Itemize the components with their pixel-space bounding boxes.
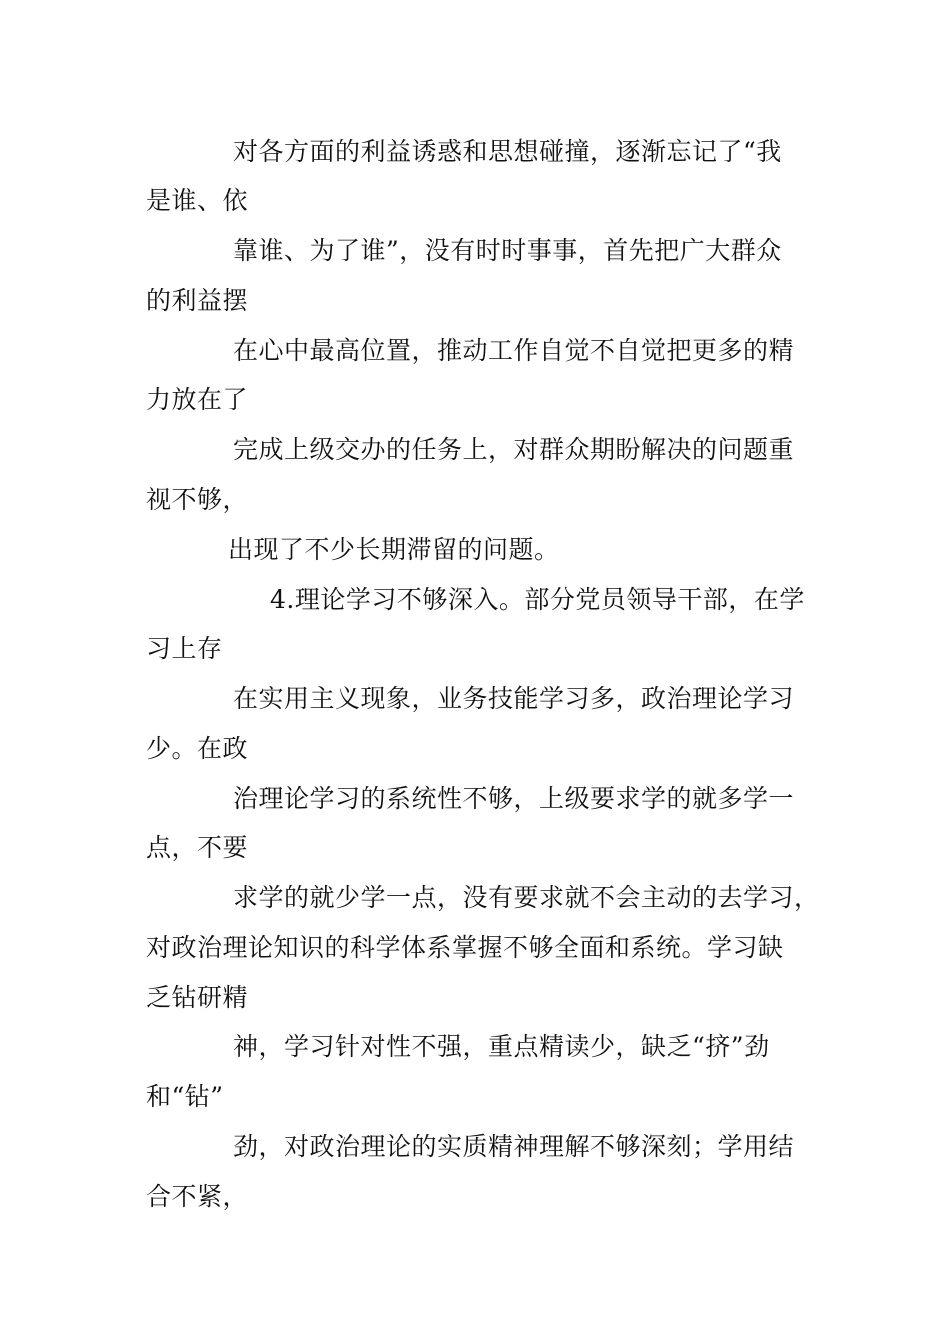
text-line: 点，不要: [146, 833, 249, 862]
text-line: 对政治理论知识的科学体系掌握不够全面和系统。学习缺: [146, 933, 784, 962]
text-line: 劲，对政治理论的实质精神理解不够深刻；学用结: [233, 1132, 795, 1161]
text-line: 完成上级交办的任务上，对群众期盼解决的问题重: [233, 435, 795, 464]
text-line: 神，学习针对性不强，重点精读少，缺乏“挤”劲: [233, 1032, 770, 1061]
text-line: 少。在政: [146, 734, 249, 763]
text-line: 治理论学习的系统性不够，上级要求学的就多学一: [233, 784, 795, 813]
text-line: 的利益摆: [146, 286, 249, 315]
section-heading-line: 4.理论学习不够深入。部分党员领导干部，在学: [270, 585, 805, 614]
text-line: 习上存: [146, 634, 223, 663]
text-line: 靠谁、为了谁”，没有时时事事，首先把广大群众: [233, 236, 782, 265]
text-line: 在心中最高位置，推动工作自觉不自觉把更多的精: [233, 336, 795, 365]
text-line: 乏钻研精: [146, 983, 249, 1012]
text-line: 求学的就少学一点，没有要求就不会主动的去学习，: [233, 883, 820, 912]
text-line: 力放在了: [146, 385, 249, 414]
text-line: 视不够，: [146, 485, 249, 514]
text-line: 是谁、依: [146, 186, 249, 215]
text-line: 在实用主义现象，业务技能学习多，政治理论学习: [233, 684, 795, 713]
text-line: 合不紧，: [146, 1182, 249, 1211]
text-line: 和“钻”: [146, 1082, 224, 1111]
text-line: 对各方面的利益诱惑和思想碰撞，逐渐忘记了“我: [233, 137, 782, 166]
text-line: 出现了不少长期滞留的问题。: [228, 535, 560, 564]
